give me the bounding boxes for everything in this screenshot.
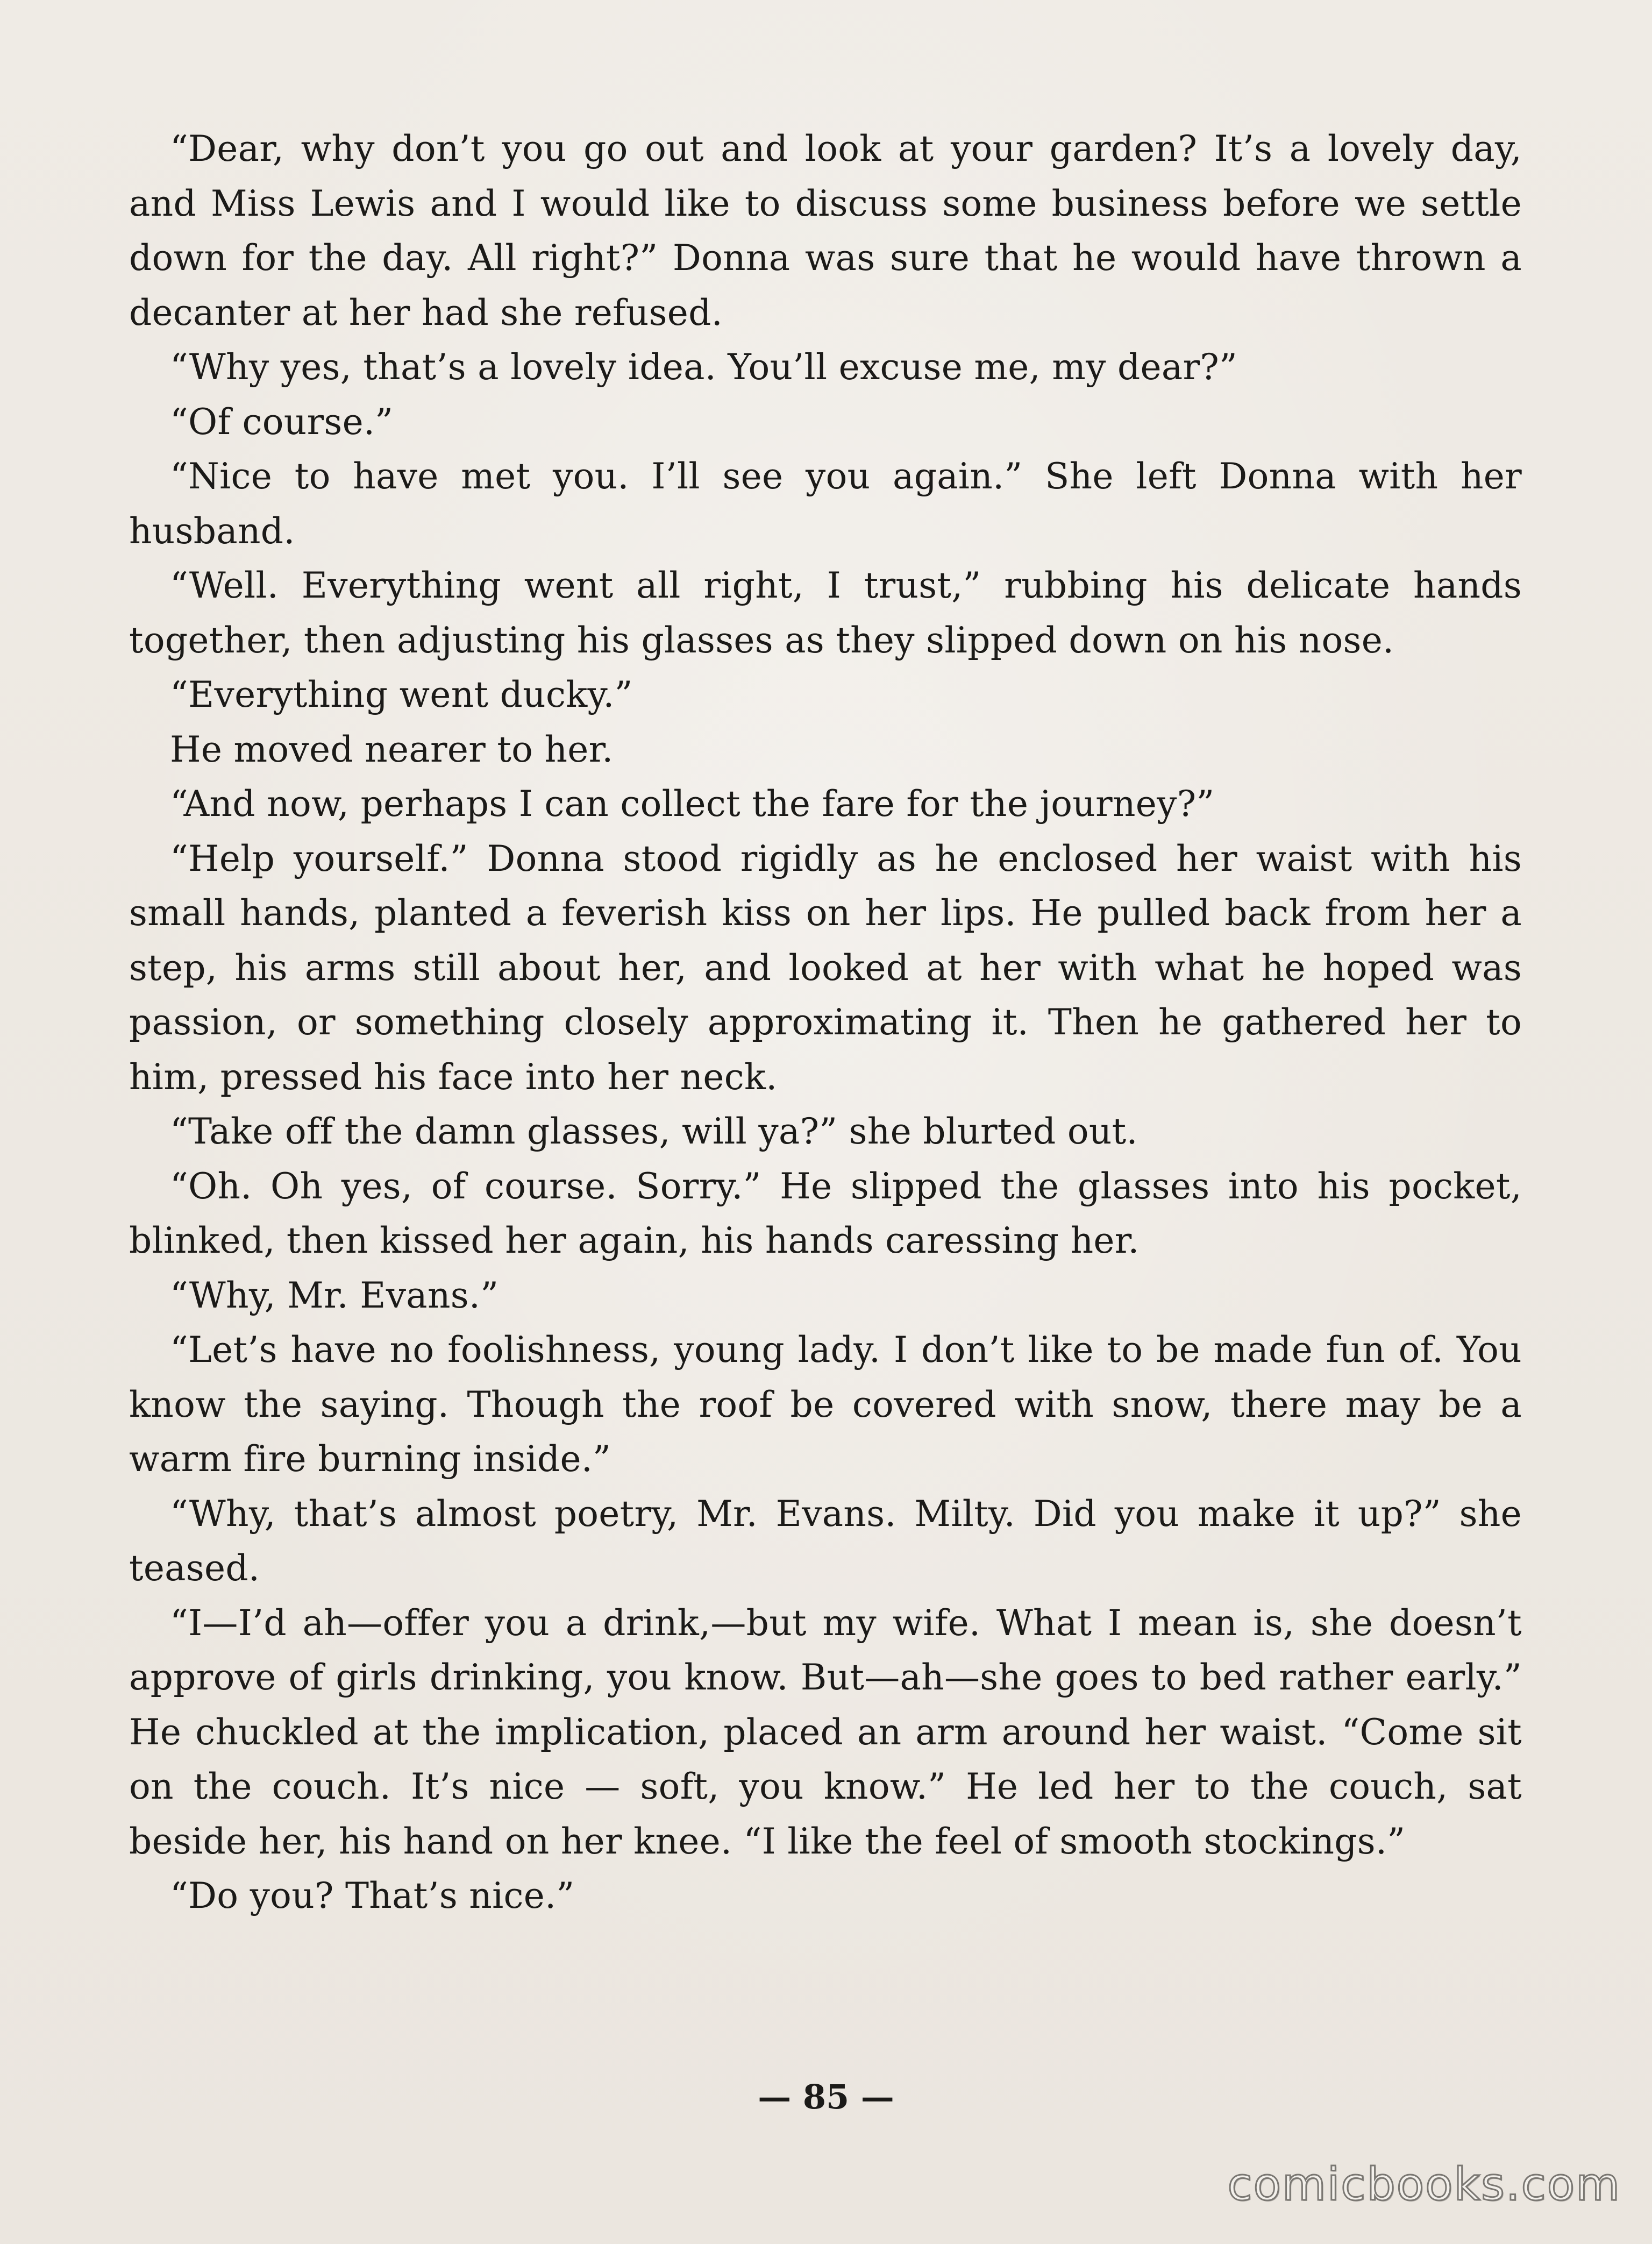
page-number: — 85 —: [758, 2077, 894, 2117]
paragraph: “Do you? That’s nice.”: [170, 1875, 575, 1916]
paragraph: “Let’s have no foolishness, young lady. I don’t like to be made fun of. You know the saying. Though the roof be covered with snow, there may be a warm fire burning inside.”: [129, 1329, 1522, 1480]
paragraph: “Take off the damn glasses, will ya?” she blurted out.: [170, 1111, 1138, 1152]
paragraph: “Nice to have met you. I’ll see you again.” She left Donna with her husband.: [129, 456, 1522, 552]
paragraph: “Everything went ducky.”: [170, 674, 633, 715]
body-text: [129, 122, 1522, 1923]
paragraph: “Of course.”: [170, 401, 394, 443]
paragraph: “Why, that’s almost poetry, Mr. Evans. Milty. Did you make it up?” she teased.: [129, 1493, 1522, 1589]
paragraph: “Well. Everything went all right, I trust,” rubbing his delicate hands together, then adjusting his glasses as they slipped down on his nose.: [129, 565, 1522, 661]
paragraph: “Why yes, that’s a lovely idea. You’ll excuse me, my dear?”: [170, 346, 1238, 388]
paragraph: “I—I’d ah—offer you a drink,—but my wife. What I mean is, she doesn’t approve of girls drinking, you know. But—ah—she goes to bed rather early.” He chuckled at the implication, placed an arm around her waist. “Come sit on the couch. It’s nice — soft, you know.” He led her to the couch, sat beside her, his hand on her knee. “I like the feel of smooth stockings.”: [129, 1602, 1522, 1862]
paragraph: “Why, Mr. Evans.”: [170, 1274, 499, 1316]
paragraph: “Oh. Oh yes, of course. Sorry.” He slipped the glasses into his pocket, blinked, then kissed her again, his hands caressing her.: [129, 1165, 1522, 1261]
watermark: comicbooks.com: [1227, 2158, 1621, 2211]
paragraph: He moved nearer to her.: [170, 728, 614, 770]
paragraph: “Dear, why don’t you go out and look at your garden? It’s a lovely day, and Miss Lewis and I would like to discuss some business before we settle down for the day. All right?” Donna was sure that he would have thrown a decanter at her had she refused.: [129, 128, 1522, 333]
paragraph: “Help yourself.” Donna stood rigidly as he enclosed her waist with his small hands, planted a feverish kiss on her lips. He pulled back from her a step, his arms still about her, and looked at her with what he hoped was passion, or something closely approximating it. Then he gathered her to him, pressed his face into her neck.: [129, 837, 1522, 1098]
paragraph: “And now, perhaps I can collect the fare for the journey?”: [170, 783, 1215, 825]
